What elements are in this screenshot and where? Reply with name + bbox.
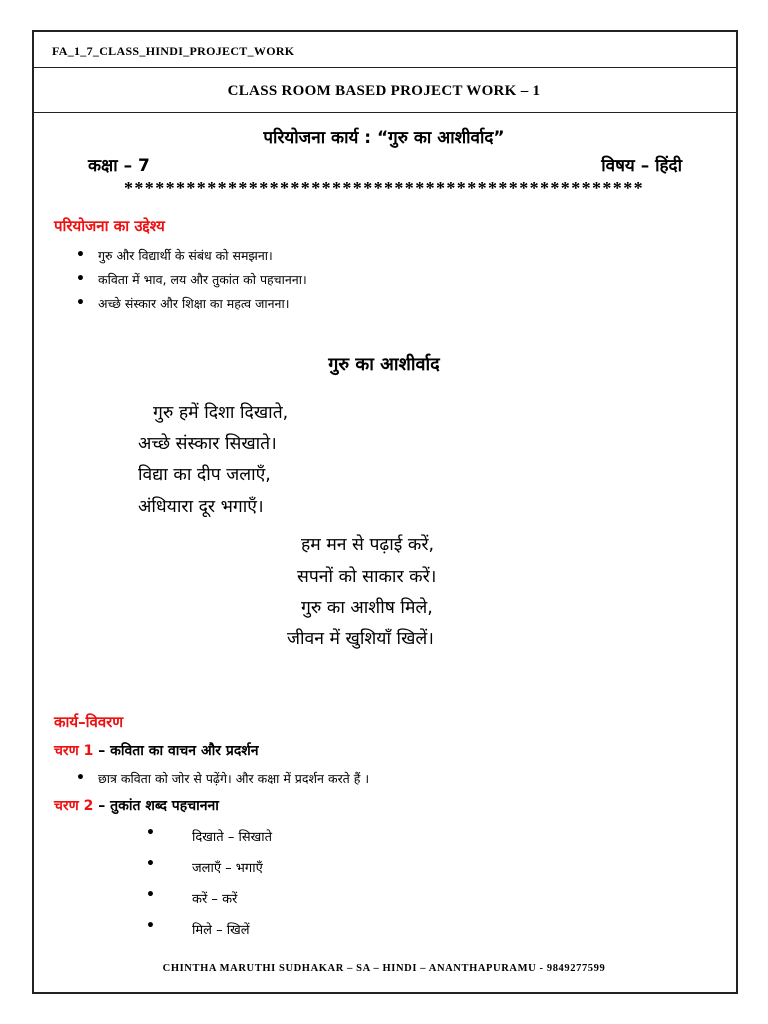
poem-line: अंधियारा दूर भगाएँ। xyxy=(138,497,264,517)
header-divider xyxy=(34,67,736,68)
bullet-icon: • xyxy=(76,271,85,287)
step-label: चरण 1 xyxy=(54,743,94,759)
star-separator: ************************************************** xyxy=(124,178,644,198)
objectives-list xyxy=(76,247,307,319)
step-1-list xyxy=(76,770,369,794)
step-2-title xyxy=(54,796,219,815)
list-item xyxy=(76,247,307,271)
poem-line: जीवन में खुशियाँ खिलें। xyxy=(287,629,434,649)
rhyme-pair: दिखाते – सिखाते xyxy=(192,830,273,845)
objective-text: अच्छे संस्कार और शिक्षा का महत्व जानना। xyxy=(98,296,290,311)
list-item xyxy=(146,827,272,858)
poem-line: गुरु का आशीष मिले, xyxy=(301,598,433,618)
poem-line: हम मन से पढ़ाई करें, xyxy=(301,535,435,555)
rhyme-pairs-list xyxy=(146,827,272,951)
poem-line: विद्या का दीप जलाएँ, xyxy=(138,465,271,485)
footer-credit: CHINTHA MARUTHI SUDHAKAR – SA – HINDI – ANANTHAPURAMU - 9849277599 xyxy=(162,963,606,974)
class-label: कक्षा – 7 xyxy=(88,156,150,176)
poem-line: गुरु हमें दिशा दिखाते, xyxy=(153,403,289,423)
poem-line: सपनों को साकार करें। xyxy=(297,567,437,587)
bullet-icon: • xyxy=(146,918,155,934)
subject-label: विषय – हिंदी xyxy=(601,156,682,176)
step-description: – तुकांत शब्द पहचानना xyxy=(98,798,219,814)
list-item xyxy=(76,770,369,794)
project-title: परियोजना कार्य : “गुरु का आशीर्वाद” xyxy=(263,128,505,148)
bullet-icon: • xyxy=(76,247,85,263)
rhyme-pair: जलाएँ – भगाएँ xyxy=(192,861,263,876)
rhyme-pair: मिले – खिलें xyxy=(192,923,250,938)
bullet-icon: • xyxy=(76,295,85,311)
list-item xyxy=(76,295,307,319)
document-title: CLASS ROOM BASED PROJECT WORK – 1 xyxy=(227,83,541,99)
bullet-icon: • xyxy=(146,856,155,872)
step-item-text: छात्र कविता को जोर से पढ़ेंगे। और कक्षा में प्रदर्शन करते हैं । xyxy=(98,771,370,786)
bullet-icon: • xyxy=(146,825,155,841)
bullet-icon: • xyxy=(146,887,155,903)
objective-text: गुरु और विद्यार्थी के संबंध को समझना। xyxy=(98,248,273,263)
step-label: चरण 2 xyxy=(54,798,94,814)
rhyme-pair: करें – करें xyxy=(192,892,238,907)
bullet-icon: • xyxy=(76,770,85,786)
document-code: FA_1_7_CLASS_HINDI_PROJECT_WORK xyxy=(52,44,295,58)
objective-text: कविता में भाव, लय और तुकांत को पहचानना। xyxy=(98,272,307,287)
list-item xyxy=(76,271,307,295)
objectives-heading: परियोजना का उद्देश्य xyxy=(54,217,165,235)
title-divider xyxy=(34,112,736,113)
poem-line: अच्छे संस्कार सिखाते। xyxy=(138,434,277,454)
list-item xyxy=(146,889,272,920)
poem-title: गुरु का आशीर्वाद xyxy=(328,354,440,375)
list-item xyxy=(146,858,272,889)
list-item xyxy=(146,920,272,951)
step-1-title xyxy=(54,741,259,760)
work-heading: कार्य–विवरण xyxy=(54,713,124,731)
step-description: – कविता का वाचन और प्रदर्शन xyxy=(98,743,259,759)
